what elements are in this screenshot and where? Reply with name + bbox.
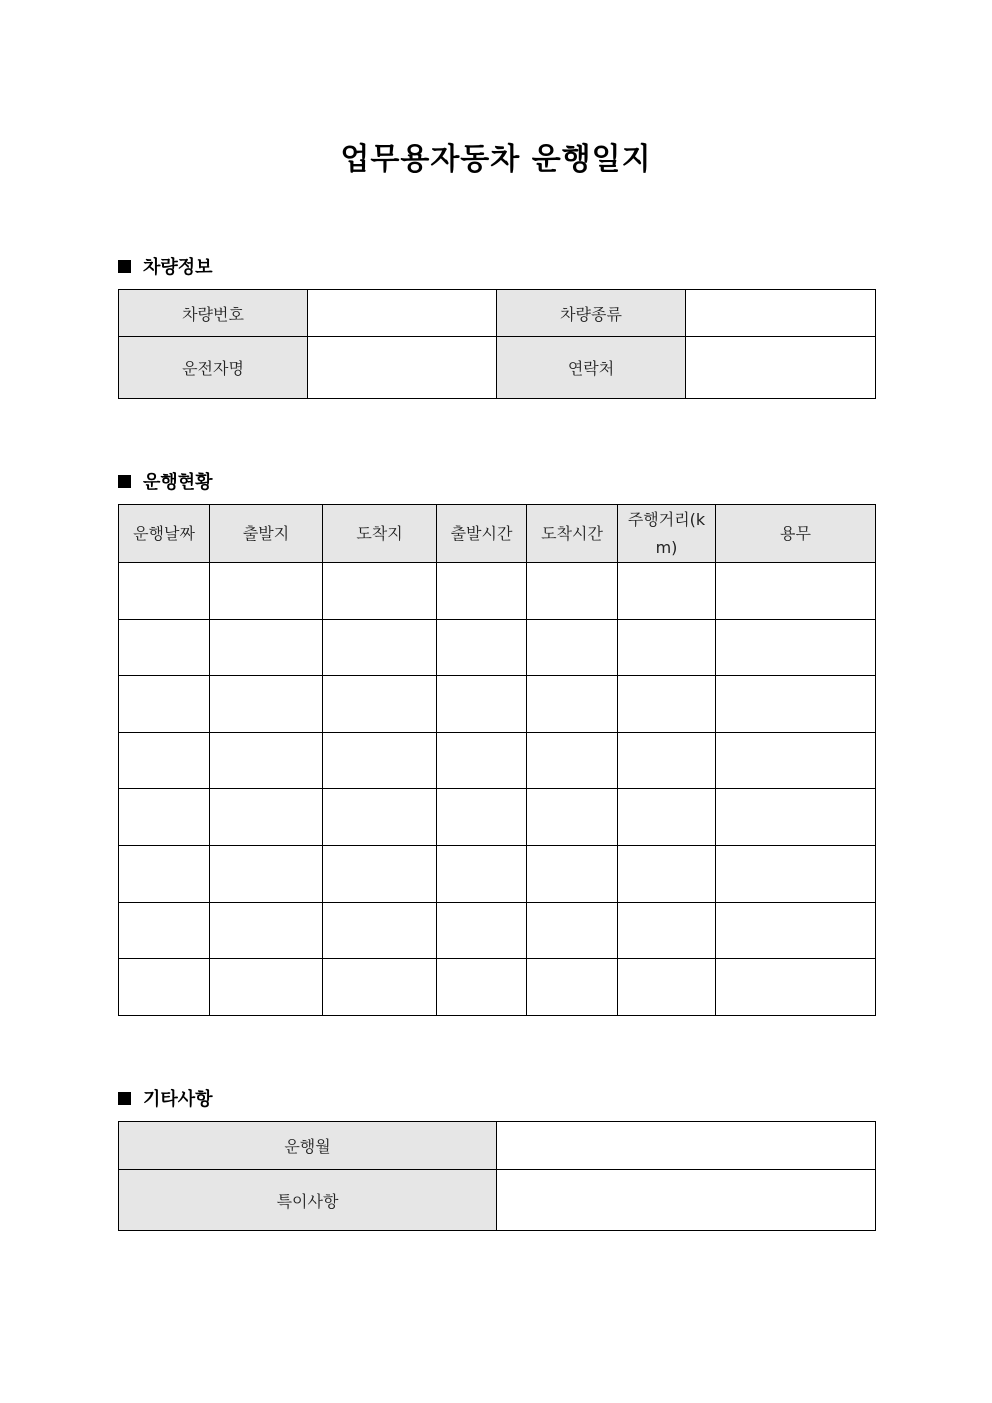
- log-cell-departure-time[interactable]: [437, 902, 527, 959]
- log-cell-destination[interactable]: [323, 902, 437, 959]
- log-cell-departure[interactable]: [210, 732, 323, 789]
- log-cell-date[interactable]: [119, 845, 210, 902]
- log-cell-distance[interactable]: [618, 845, 716, 902]
- table-row: [119, 845, 876, 902]
- column-header-destination: 도착지: [323, 505, 437, 563]
- log-cell-departure-time[interactable]: [437, 732, 527, 789]
- other-notes-table: [118, 1121, 876, 1231]
- log-cell-purpose[interactable]: [716, 845, 876, 902]
- log-cell-departure[interactable]: [210, 563, 323, 620]
- log-cell-distance[interactable]: [618, 789, 716, 846]
- table-row: [119, 290, 876, 337]
- log-cell-purpose[interactable]: [716, 619, 876, 676]
- table-row: [119, 619, 876, 676]
- log-cell-destination[interactable]: [323, 732, 437, 789]
- log-cell-arrival-time[interactable]: [527, 902, 618, 959]
- log-cell-arrival-time[interactable]: [527, 959, 618, 1016]
- vehicle-info-table: [118, 289, 876, 399]
- log-cell-departure[interactable]: [210, 676, 323, 733]
- log-cell-date[interactable]: [119, 563, 210, 620]
- log-cell-date[interactable]: [119, 732, 210, 789]
- log-cell-purpose[interactable]: [716, 789, 876, 846]
- log-cell-destination[interactable]: [323, 845, 437, 902]
- column-header-arrival-time: 도착시간: [527, 505, 618, 563]
- section-heading-vehicle-info: [118, 253, 213, 279]
- table-row: [119, 676, 876, 733]
- log-cell-arrival-time[interactable]: [527, 845, 618, 902]
- contact-label: 연락처: [497, 337, 686, 399]
- table-row: [119, 337, 876, 399]
- section-heading-label: 운행현황: [143, 472, 213, 493]
- log-cell-departure[interactable]: [210, 902, 323, 959]
- section-heading-label: 기타사항: [143, 1089, 213, 1110]
- driver-name-label: 운전자명: [119, 337, 308, 399]
- log-cell-departure[interactable]: [210, 789, 323, 846]
- log-cell-distance[interactable]: [618, 732, 716, 789]
- log-cell-date[interactable]: [119, 789, 210, 846]
- log-cell-destination[interactable]: [323, 789, 437, 846]
- log-cell-date[interactable]: [119, 619, 210, 676]
- column-header-purpose: 용무: [716, 505, 876, 563]
- column-header-distance: 주행거리(km): [618, 505, 716, 563]
- special-notes-label: 특이사항: [119, 1170, 497, 1231]
- vehicle-type-field[interactable]: [686, 290, 876, 337]
- log-cell-destination[interactable]: [323, 563, 437, 620]
- log-cell-date[interactable]: [119, 676, 210, 733]
- vehicle-number-label: 차량번호: [119, 290, 308, 337]
- log-cell-purpose[interactable]: [716, 732, 876, 789]
- log-cell-departure[interactable]: [210, 959, 323, 1016]
- operation-month-label: 운행월: [119, 1122, 497, 1170]
- log-cell-departure[interactable]: [210, 845, 323, 902]
- vehicle-type-label: 차량종류: [497, 290, 686, 337]
- square-bullet-icon: [118, 1092, 131, 1105]
- square-bullet-icon: [118, 475, 131, 488]
- log-cell-purpose[interactable]: [716, 902, 876, 959]
- log-cell-date[interactable]: [119, 902, 210, 959]
- vehicle-number-field[interactable]: [308, 290, 497, 337]
- log-cell-arrival-time[interactable]: [527, 732, 618, 789]
- log-cell-departure-time[interactable]: [437, 789, 527, 846]
- log-cell-destination[interactable]: [323, 959, 437, 1016]
- special-notes-field[interactable]: [497, 1170, 876, 1231]
- log-cell-distance[interactable]: [618, 563, 716, 620]
- section-heading-other-notes: [118, 1085, 213, 1111]
- log-cell-distance[interactable]: [618, 619, 716, 676]
- section-heading-operation-status: [118, 468, 213, 494]
- log-cell-departure[interactable]: [210, 619, 323, 676]
- log-cell-purpose[interactable]: [716, 563, 876, 620]
- log-cell-arrival-time[interactable]: [527, 676, 618, 733]
- table-row: [119, 563, 876, 620]
- log-cell-departure-time[interactable]: [437, 676, 527, 733]
- table-row: [119, 1122, 876, 1170]
- log-cell-arrival-time[interactable]: [527, 619, 618, 676]
- log-cell-departure-time[interactable]: [437, 959, 527, 1016]
- log-cell-arrival-time[interactable]: [527, 563, 618, 620]
- log-cell-distance[interactable]: [618, 676, 716, 733]
- driver-name-field[interactable]: [308, 337, 497, 399]
- contact-field[interactable]: [686, 337, 876, 399]
- log-cell-distance[interactable]: [618, 902, 716, 959]
- log-cell-departure-time[interactable]: [437, 619, 527, 676]
- table-row: [119, 1170, 876, 1231]
- page-title: 업무용자동차 운행일지: [340, 142, 652, 177]
- column-header-departure-time: 출발시간: [437, 505, 527, 563]
- log-cell-purpose[interactable]: [716, 676, 876, 733]
- log-cell-departure-time[interactable]: [437, 563, 527, 620]
- table-row: [119, 732, 876, 789]
- table-header-row: [119, 505, 876, 563]
- column-header-departure: 출발지: [210, 505, 323, 563]
- log-rows: [119, 563, 876, 1016]
- table-row: [119, 959, 876, 1016]
- log-cell-distance[interactable]: [618, 959, 716, 1016]
- table-row: [119, 789, 876, 846]
- log-cell-arrival-time[interactable]: [527, 789, 618, 846]
- square-bullet-icon: [118, 260, 131, 273]
- operation-log-table: [118, 504, 876, 1016]
- log-cell-departure-time[interactable]: [437, 845, 527, 902]
- operation-month-field[interactable]: [497, 1122, 876, 1170]
- table-row: [119, 902, 876, 959]
- log-cell-date[interactable]: [119, 959, 210, 1016]
- log-cell-purpose[interactable]: [716, 959, 876, 1016]
- section-heading-label: 차량정보: [143, 257, 213, 278]
- log-cell-destination[interactable]: [323, 619, 437, 676]
- column-header-date: 운행날짜: [119, 505, 210, 563]
- log-cell-destination[interactable]: [323, 676, 437, 733]
